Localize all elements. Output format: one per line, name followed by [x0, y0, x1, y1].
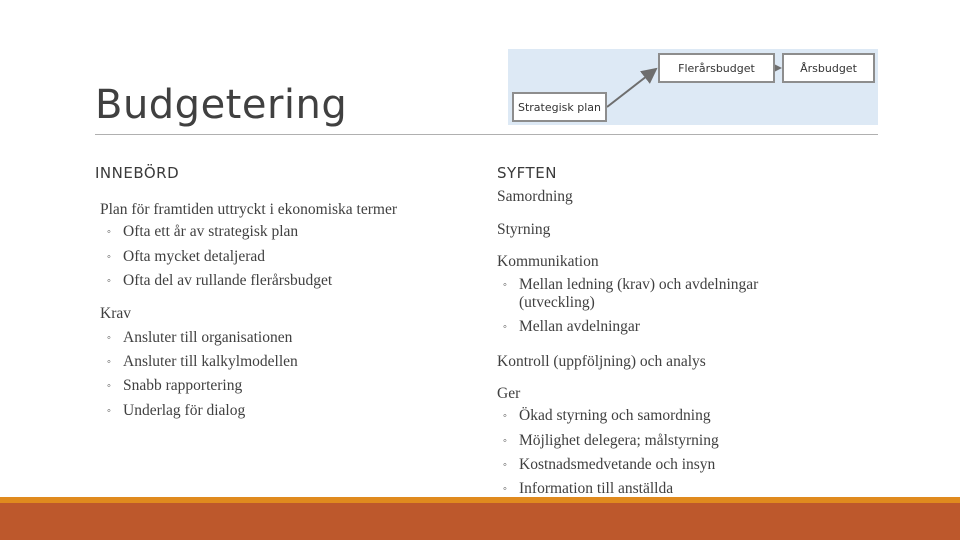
title-divider	[95, 134, 878, 135]
purpose-coordination: Samordning	[497, 188, 573, 205]
bullet-icon: ◦	[107, 356, 111, 368]
list-item: ◦ Ofta ett år av strategisk plan	[107, 223, 299, 240]
footer-bar	[0, 503, 960, 540]
purpose-control: Styrning	[497, 221, 551, 238]
list-item: ◦ Ofta del av rullande flerårsbudget	[107, 272, 333, 289]
purpose-followup: Kontroll (uppföljning) och analys	[497, 353, 706, 370]
list-item: ◦ Möjlighet delegera; målstyrning	[503, 432, 719, 449]
list-item: ◦ Ofta mycket detaljerad	[107, 248, 266, 265]
list-item: ◦ Ansluter till organisationen	[107, 329, 293, 346]
list-item: ◦ Mellan ledning (krav) och avdelningar (utveckling)	[503, 276, 759, 311]
bullet-icon: ◦	[107, 405, 111, 417]
strategic-plan-box: Strategisk plan	[512, 92, 607, 122]
bullet-icon: ◦	[503, 279, 507, 291]
list-item: ◦ Mellan avdelningar	[503, 318, 640, 335]
left-heading: INNEBÖRD	[95, 164, 180, 182]
bullet-icon: ◦	[107, 380, 111, 392]
bullet-icon: ◦	[107, 332, 111, 344]
right-heading: SYFTEN	[497, 164, 557, 182]
slide-title: Budgetering	[95, 82, 348, 128]
list-item: ◦ Kostnadsmedvetande och insyn	[503, 456, 716, 473]
arrow-strategy-to-multiyear	[607, 69, 656, 107]
bullet-icon: ◦	[107, 251, 111, 263]
bullet-icon: ◦	[107, 226, 111, 238]
bullet-icon: ◦	[503, 483, 507, 495]
budget-flow-diagram	[508, 49, 878, 125]
list-item: ◦ Information till anställda	[503, 480, 674, 497]
list-item: ◦ Ökad styrning och samordning	[503, 407, 711, 424]
section1-title: Plan för framtiden uttryckt i ekonomiska termer	[100, 201, 397, 218]
list-item: ◦ Ansluter till kalkylmodellen	[107, 353, 298, 370]
annual-budget-box: Årsbudget	[782, 53, 875, 83]
bullet-icon: ◦	[503, 410, 507, 422]
bullet-icon: ◦	[503, 321, 507, 333]
list-item: ◦ Underlag för dialog	[107, 402, 246, 419]
multiyear-budget-box: Flerårsbudget	[658, 53, 775, 83]
bullet-icon: ◦	[503, 459, 507, 471]
bullet-icon: ◦	[107, 275, 111, 287]
purpose-gives: Ger	[497, 385, 521, 402]
bullet-icon: ◦	[503, 435, 507, 447]
list-item: ◦ Snabb rapportering	[107, 377, 243, 394]
purpose-communication: Kommunikation	[497, 253, 599, 270]
section2-title: Krav	[100, 305, 131, 322]
